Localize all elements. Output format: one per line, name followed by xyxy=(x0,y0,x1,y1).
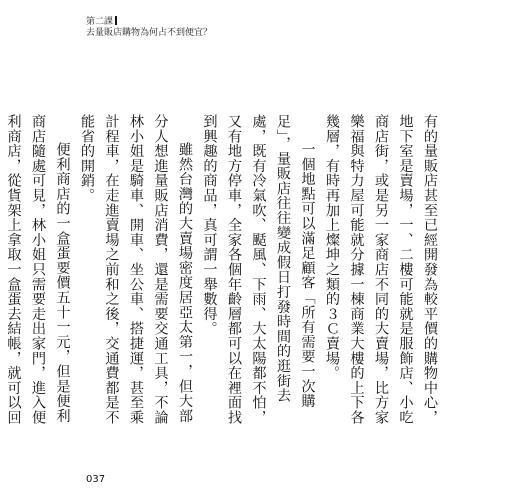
paragraph-3: 雖然台灣的大賣場密度居亞太第一，但大部分人想進量販店消費，還是需要交通工具，不論林小姐是騎車、開車、坐公車、搭捷運，甚至乘計程車，在走進賣場之前和之後，交通費都是不能省的開銷。 xyxy=(79,114,193,425)
paragraph-2: 一個地點可以滿足顧客「所有需要一次購足」，量販店往往變成假日打發時間的逛街去處，既有冷氣吹、颳風、下雨、大太陽都不怕，又有地方停車，全家各個年齡層都可以在裡面找到興趣的商品，真可謂一舉數得。 xyxy=(201,114,316,425)
running-header xyxy=(86,16,212,39)
vertical-body-text xyxy=(5,114,442,426)
chapter-label: 第二課 xyxy=(86,16,212,28)
header-bar-decoration xyxy=(115,16,117,25)
page-number: 037 xyxy=(86,474,106,485)
paragraph-4: 便利商店的一盒蛋要價五十一元，但是便利商店隨處可見，林小姐只需要走出家門，進入便利商店，從貨架上拿取一盒蛋去結帳，就可以回 xyxy=(5,114,71,425)
paragraph-1: 有的量販店甚至已經開發為較平價的購物中心，地下室是賣場，一、二樓可能就是服飾店、小吃商店街，或是另一家商店不同的大賣場，比方家樂福與特力屋可能就分據一棟商業大樓的上下各幾層，有時再加上燦坤之類的３Ｃ賣場。 xyxy=(324,114,438,425)
chapter-subtitle: 去量販店購物為何占不到便宜？ xyxy=(86,28,213,38)
